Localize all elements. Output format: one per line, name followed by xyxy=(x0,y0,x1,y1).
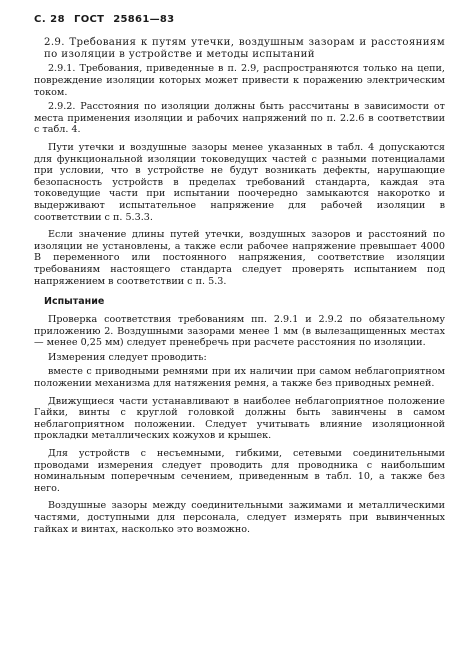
test-paragraph-belts: вместе с приводными ремнями при их наличии при самом неблагоприятном положении механизма для натяжения ремня, а также без приводных ремней. xyxy=(34,366,445,390)
test-heading: Испытание xyxy=(44,296,105,308)
test-paragraph-measure-intro: Измерения следует проводить: xyxy=(48,351,207,363)
paragraph-creepage: Пути утечки и воздушные зазоры менее указанных в табл. 4 допускаются для функциональной изоляции токоведущих частей с разными потенциалами при условии, что в устройстве не будут возникать дефекты, нарушающие безопасность устройств в пределах требований стандарта, каждая эта токоведущие части при испытании поочередно замыкаются накоротко и выдерживают испытательное напряжение для рабочей изоляции в соответствии с п. 5.3.3. xyxy=(34,141,445,223)
paragraph-2-9-2: 2.9.2. Расстояния по изоляции должны быть рассчитаны в зависимости от места применения изоляции и рабочих напряжений по п. 2.2.6 в соответствии с табл. 4. xyxy=(34,101,445,136)
paragraph-voltage-test: Если значение длины путей утечки, воздушных зазоров и расстояний по изоляции не установлены, а также если рабочее напряжение превышает 4000 В переменного или постоянного напряжения, соответствие изоляции требованиям настоящего стандарта следует проверять испытанием под напряжением в соответствии с п. 5.3. xyxy=(34,229,445,287)
page-header xyxy=(34,14,445,25)
test-paragraph-moving-parts: Движущиеся части устанавливают в наиболее неблагоприятное положение Гайки, винты с круглой головкой должны быть завинчены в самом неблагоприятном положении. Следует учитывать влияние изоляционной прокладки металлических кожухов и крышек. xyxy=(34,395,445,442)
page-number: С. 28 xyxy=(34,14,66,25)
standard-number: 25861—83 xyxy=(113,14,175,25)
test-paragraph-check: Проверка соответствия требованиям пп. 2.9.1 и 2.9.2 по обязательному приложению 2. Воздушными зазорами менее 1 мм (в вылезащищенных местах — менее 0,25 мм) следует пренебречь при расчете расстояния по изоляции. xyxy=(34,314,445,349)
standard-label: ГОСТ xyxy=(74,14,105,25)
test-paragraph-terminals: Воздушные зазоры между соединительными зажимами и металлическими частями, доступными для персонала, следует измерять при вывинченных гайках и винтах, насколько это возможно. xyxy=(34,500,445,535)
paragraph-2-9-1: 2.9.1. Требования, приведенные в п. 2.9, распространяются только на цепи, повреждение изоляции которых может привести к поражению электрическим током. xyxy=(34,63,445,98)
section-title: 2.9. Требования к путям утечки, воздушным зазорам и расстояниям по изоляции в устройстве и методы испытаний xyxy=(44,37,445,61)
test-paragraph-cables: Для устройств с несъемными, гибкими, сетевыми соединительными проводами измерения следует проводить для проводника с наибольшим номинальным поперечным сечением, приведенным в табл. 10, а также без него. xyxy=(34,448,445,494)
